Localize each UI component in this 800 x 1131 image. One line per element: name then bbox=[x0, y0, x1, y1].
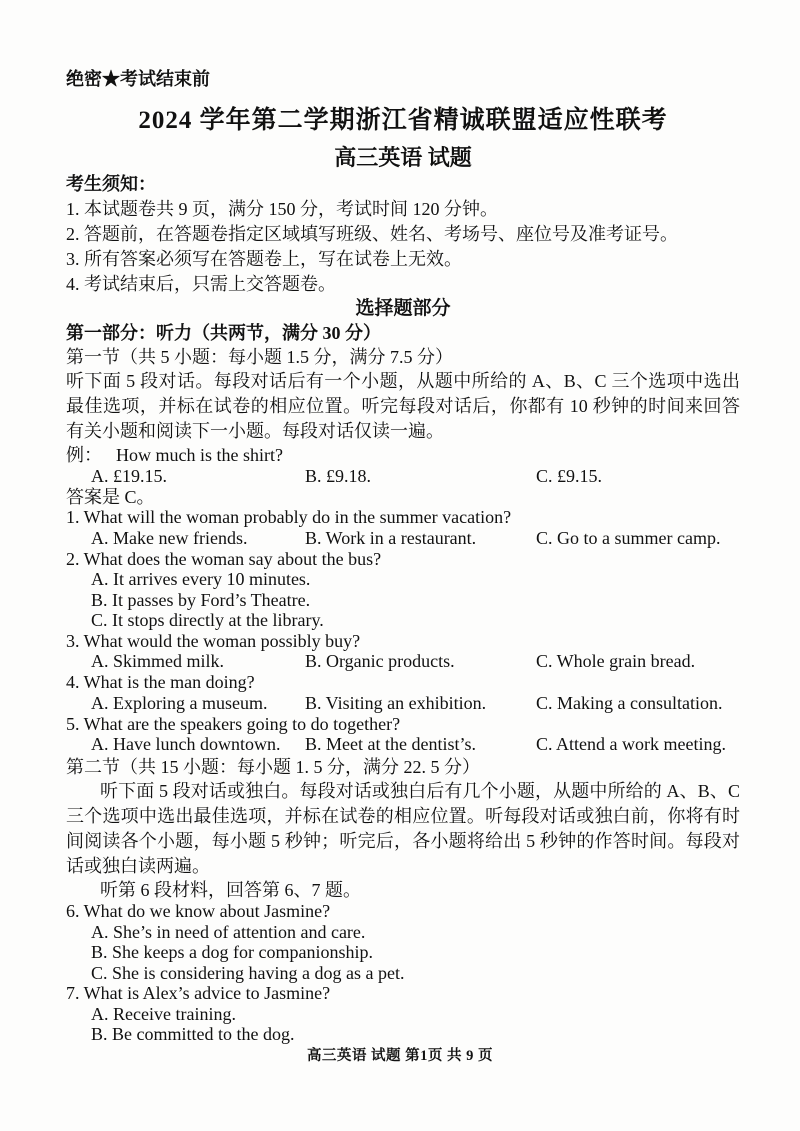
notice-heading: 考生须知： bbox=[66, 174, 156, 194]
example-option-b: B. £9.18. bbox=[305, 466, 372, 486]
example-option-a: A. £19.15. bbox=[91, 466, 167, 486]
question-3-stem: 3. What would the woman possibly buy? bbox=[66, 630, 361, 651]
example-question: How much is the shirt? bbox=[116, 445, 283, 465]
question-1-option-a: A. Make new friends. bbox=[91, 527, 248, 548]
section1-heading: 第一节（共 5 小题：每小题 1.5 分，满分 7.5 分） bbox=[66, 347, 453, 367]
notice-item-3: 3. 所有答案必须写在答题卷上，写在试卷上无效。 bbox=[66, 249, 462, 269]
question-3-option-b: B. Organic products. bbox=[305, 651, 455, 671]
question-6-option-c: C. She is considering having a dog as a pet. bbox=[91, 962, 405, 983]
question-7-option-a: A. Receive training. bbox=[91, 1003, 236, 1024]
question-7-stem: 7. What is Alex’s advice to Jasmine? bbox=[66, 983, 331, 1003]
example-label: 例： bbox=[66, 445, 102, 465]
material-note-6-7: 听第 6 段材料，回答第 6、7 题。 bbox=[100, 880, 361, 900]
question-2-option-c: C. It stops directly at the library. bbox=[91, 610, 324, 630]
question-1-stem: 1. What will the woman probably do in the summer vacation? bbox=[66, 507, 512, 527]
example-answer: 答案是 C。 bbox=[66, 487, 155, 507]
question-3-option-c: C. Whole grain bread. bbox=[536, 651, 696, 671]
question-5-option-b: B. Meet at the dentist’s. bbox=[305, 734, 476, 754]
example-question-line bbox=[66, 444, 740, 466]
question-3-option-a: A. Skimmed milk. bbox=[91, 651, 225, 671]
question-3-options-row bbox=[66, 651, 740, 672]
question-5-option-c: C. Attend a work meeting. bbox=[536, 734, 726, 754]
exam-subtitle: 高三英语 试题 bbox=[334, 145, 472, 170]
section1-instructions: 听下面 5 段对话。每段对话后有一个小题，从题中所给的 A、B、C 三个选项中选出最佳选项，并标在试卷的相应位置。听完每段对话后，你都有 10 秒钟的时间来回答有关小题和阅读下一小题。每段对话仅读一遍。 bbox=[66, 371, 740, 441]
notice-item-2: 2. 答题前，在答题卷指定区域填写班级、姓名、考场号、座位号及准考证号。 bbox=[66, 224, 678, 244]
part1-heading: 第一部分：听力（共两节，满分 30 分） bbox=[66, 323, 381, 343]
question-1-option-c: C. Go to a summer camp. bbox=[536, 527, 721, 548]
question-4-option-a: A. Exploring a museum. bbox=[91, 692, 268, 713]
question-5-stem: 5. What are the speakers going to do together? bbox=[66, 713, 401, 734]
choice-section-heading: 选择题部分 bbox=[355, 298, 451, 319]
question-4-stem: 4. What is the man doing? bbox=[66, 672, 255, 692]
notice-item-4: 4. 考试结束后，只需上交答题卷。 bbox=[66, 274, 336, 294]
example-option-c: C. £9.15. bbox=[536, 466, 603, 486]
question-4-options-row bbox=[66, 693, 740, 714]
question-6-option-b: B. She keeps a dog for companionship. bbox=[91, 942, 373, 962]
exam-title: 2024 学年第二学期浙江省精诚联盟适应性联考 bbox=[138, 107, 668, 134]
question-4-option-c: C. Making a consultation. bbox=[536, 692, 723, 713]
secrecy-notice: 绝密★考试结束前 bbox=[66, 69, 210, 89]
question-6-option-a: A. She’s in need of attention and care. bbox=[91, 921, 366, 942]
page-footer: 高三英语 试题 第1页 共 9 页 bbox=[306, 1048, 494, 1064]
question-1-options-row bbox=[66, 528, 740, 549]
question-5-options-row bbox=[66, 734, 740, 755]
question-6-stem: 6. What do we know about Jasmine? bbox=[66, 901, 331, 921]
question-4-option-b: B. Visiting an exhibition. bbox=[305, 692, 487, 713]
section2-heading: 第二节（共 15 小题：每小题 1. 5 分，满分 22. 5 分） bbox=[66, 757, 480, 777]
notice-item-1: 1. 本试题卷共 9 页，满分 150 分，考试时间 120 分钟。 bbox=[66, 199, 498, 219]
question-5-option-a: A. Have lunch downtown. bbox=[91, 734, 281, 754]
question-2-option-b: B. It passes by Ford’s Theatre. bbox=[91, 589, 311, 610]
section2-instructions: 听下面 5 段对话或独白。每段对话或独白后有几个小题，从题中所给的 A、B、C 三个选项中选出最佳选项，并标在试卷的相应位置。听每段对话或独白前，你将有时间阅读各个小题，每小题 5 秒钟；听完后，各小题将给出 5 秒钟的作答时间。每段对话或独白读两遍。 bbox=[66, 781, 740, 876]
page-content bbox=[66, 68, 740, 1045]
question-7-option-b: B. Be committed to the dog. bbox=[91, 1024, 295, 1044]
question-2-stem: 2. What does the woman say about the bus? bbox=[66, 548, 382, 569]
example-options-row bbox=[66, 466, 740, 487]
question-2-option-a: A. It arrives every 10 minutes. bbox=[91, 569, 311, 589]
question-1-option-b: B. Work in a restaurant. bbox=[305, 527, 477, 548]
